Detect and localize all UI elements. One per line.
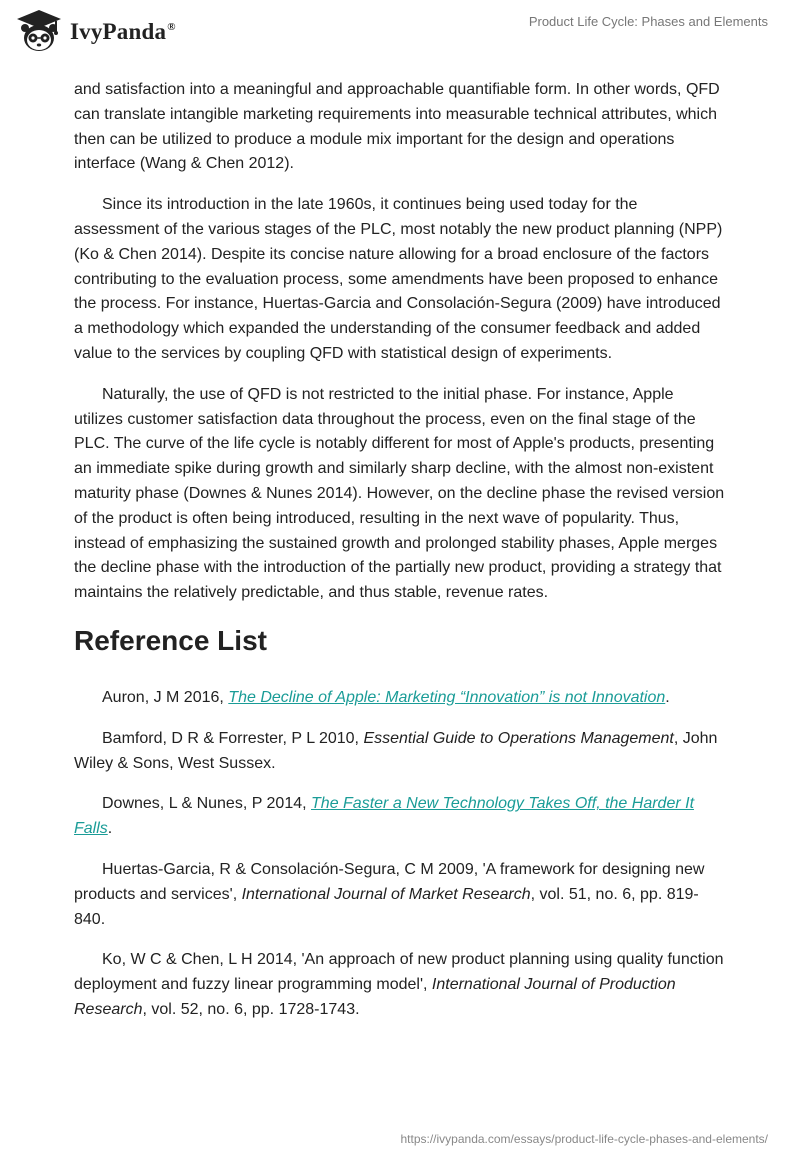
body-paragraph: Since its introduction in the late 1960s, it continues being used today for the assessment of the various stages of the PLC, most notably the new product planning (NPP) (Ko & Chen 2014). Despite its concise nature allowing for a broad enclosure of the factors contributing to the evaluation process, some amendments have been proposed to enhance the process. For instance, Huertas-Garcia and Consolación-Segura (2009) have introduced a methodology which expanded the understanding of the consumer feedback and added value to the services by coupling QFD with statistical design of experiments.: [74, 196, 723, 362]
reference-item: Bamford, D R & Forrester, P L 2010, Essential Guide to Operations Management, John Wiley & Sons, West Sussex.: [74, 729, 718, 772]
reference-item: Auron, J M 2016, The Decline of Apple: Marketing “Innovation” is not Innovation.: [102, 688, 670, 706]
reference-item: Downes, L & Nunes, P 2014, The Faster a New Technology Takes Off, the Harder It Falls.: [74, 795, 695, 838]
reference-list-heading: Reference List: [74, 624, 267, 656]
reference-title: Essential Guide to Operations Management: [363, 729, 674, 747]
page-header: [0, 0, 800, 70]
brand-name: IvyPanda®: [70, 19, 176, 44]
reference-link[interactable]: The Faster a New Technology Takes Off, the Harder It Falls: [74, 795, 695, 838]
essay-content: [74, 78, 726, 1039]
panda-graduate-icon: [14, 8, 64, 56]
brand-logo[interactable]: [14, 8, 176, 56]
document-title: Product Life Cycle: Phases and Elements: [528, 14, 768, 29]
body-paragraph: and satisfaction into a meaningful and approachable quantifiable form. In other words, QFD can translate intangible marketing requirements into measurable technical attributes, which then can be utilized to produce a module mix important for the design and operations interface (Wang & Chen 2012).: [74, 81, 720, 173]
reference-title: International Journal of Production Research: [74, 976, 676, 1018]
reference-item: Ko, W C & Chen, L H 2014, 'An approach of new product planning using quality function deployment and fuzzy linear programming model', International Journal of Production Research, vol. 52, no. 6, pp. 1728-1743.: [74, 951, 724, 1018]
reference-link[interactable]: The Decline of Apple: Marketing “Innovation” is not Innovation: [228, 688, 666, 706]
footer-url[interactable]: https://ivypanda.com/essays/product-life-cycle-phases-and-elements/: [400, 1132, 768, 1146]
body-paragraph: Naturally, the use of QFD is not restricted to the initial phase. For instance, Apple utilizes customer satisfaction data throughout the process, even on the final stage of the PLC. The curve of the life cycle is notably different for most of Apple's products, presenting an immediate spike during growth and similarly sharp decline, with the almost non-existent maturity phase (Downes & Nunes 2014). However, on the decline phase the revised version of the product is often being introduced, resulting in the next wave of popularity. Thus, instead of emphasizing the sustained growth and prolonged stability phases, Apple merges the decline phase with the introduction of the partially new product, providing a strategy that maintains the relatively predictable, and thus stable, revenue rates.: [74, 385, 725, 602]
reference-item: Huertas-Garcia, R & Consolación-Segura, C M 2009, 'A framework for designing new products and services', International Journal of Market Research, vol. 51, no. 6, pp. 819-840.: [74, 860, 705, 928]
reference-title: International Journal of Market Research: [241, 885, 531, 903]
